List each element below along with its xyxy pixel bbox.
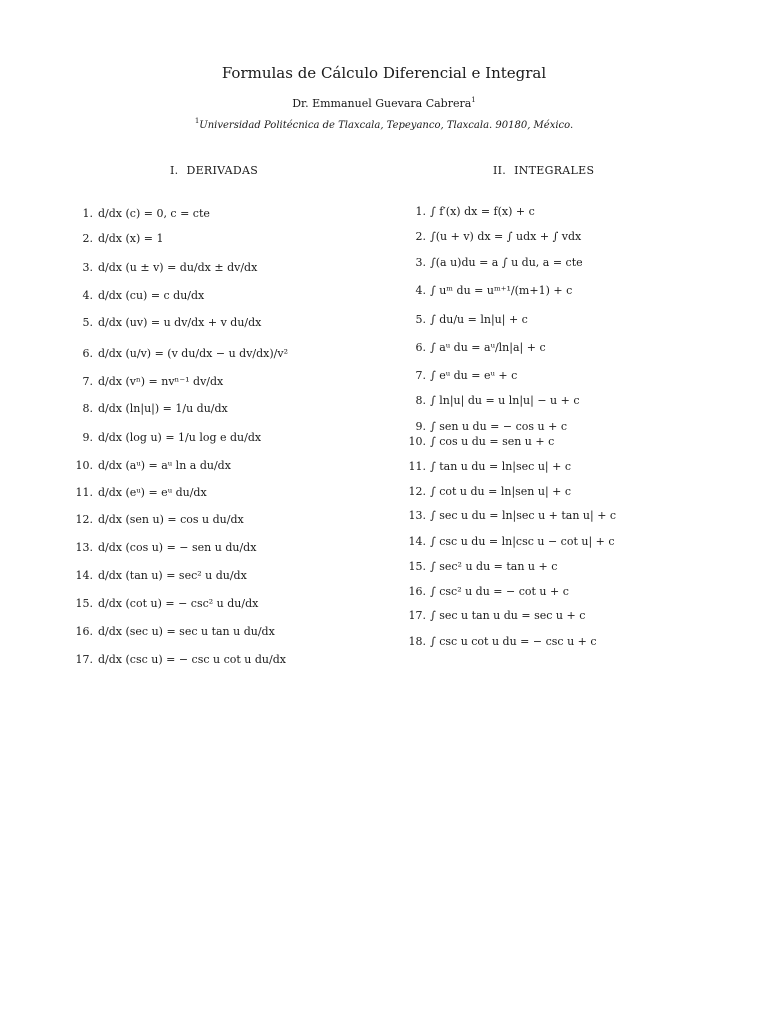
formula-expression: ∫ csc² u du = − cot u + c bbox=[430, 585, 569, 598]
formula-number: 17. bbox=[408, 609, 426, 622]
integral-formula-6 bbox=[415, 341, 546, 355]
affiliation-text: Universidad Politécnica de Tlaxcala, Tepeyanco, Tlaxcala. 90180, México. bbox=[199, 120, 574, 131]
formula-expression: d/dx (cu) = c du/dx bbox=[98, 289, 205, 302]
formula-number: 6. bbox=[82, 347, 93, 360]
integral-formula-10 bbox=[408, 435, 555, 449]
section-heading-derivadas bbox=[170, 164, 258, 177]
formula-expression: ∫ csc u du = ln|csc u − cot u| + c bbox=[430, 535, 615, 548]
derivative-formula-3 bbox=[82, 261, 258, 275]
formula-expression: d/dx (c) = 0, c = cte bbox=[98, 207, 210, 220]
formula-number: 15. bbox=[75, 597, 93, 610]
formula-expression: ∫(u + v) dx = ∫ udx + ∫ vdx bbox=[430, 230, 582, 243]
derivative-formula-2 bbox=[82, 232, 164, 246]
document-title: Formulas de Cálculo Diferencial e Integral bbox=[221, 64, 547, 82]
formula-expression: d/dx (sec u) = sec u tan u du/dx bbox=[98, 625, 275, 638]
formula-number: 10. bbox=[408, 435, 426, 448]
integral-formula-12 bbox=[408, 485, 572, 499]
formula-expression: d/dx (tan u) = sec² u du/dx bbox=[98, 569, 247, 582]
derivative-formula-10 bbox=[75, 459, 231, 473]
formula-number: 7. bbox=[415, 369, 426, 382]
integral-formula-1 bbox=[415, 205, 535, 219]
formula-expression: d/dx (vⁿ) = nvⁿ⁻¹ dv/dx bbox=[98, 375, 224, 388]
formula-number: 3. bbox=[82, 261, 93, 274]
formula-number: 12. bbox=[75, 513, 93, 526]
formula-number: 17. bbox=[75, 653, 93, 666]
formula-expression: d/dx (cos u) = − sen u du/dx bbox=[98, 541, 257, 554]
formula-expression: ∫ sec² u du = tan u + c bbox=[430, 560, 558, 573]
integral-formula-3 bbox=[415, 256, 583, 270]
formula-expression: ∫ cos u du = sen u + c bbox=[430, 435, 555, 448]
formula-expression: ∫ sec u tan u du = sec u + c bbox=[430, 609, 586, 622]
formula-expression: d/dx (uv) = u dv/dx + v du/dx bbox=[98, 316, 262, 329]
formula-expression: ∫ tan u du = ln|sec u| + c bbox=[430, 460, 571, 473]
formula-number: 8. bbox=[415, 394, 426, 407]
formula-expression: ∫ eᵘ du = eᵘ + c bbox=[430, 369, 518, 382]
formula-expression: d/dx (u/v) = (v du/dx − u dv/dx)/v² bbox=[98, 347, 288, 360]
derivative-formula-14 bbox=[75, 569, 247, 583]
formula-expression: ∫ csc u cot u du = − csc u + c bbox=[430, 635, 597, 648]
formula-number: 2. bbox=[82, 232, 93, 245]
formula-expression: d/dx (aᵘ) = aᵘ ln a du/dx bbox=[98, 459, 231, 472]
author-footnote-mark: 1 bbox=[471, 96, 476, 104]
formula-number: 11. bbox=[75, 486, 93, 499]
formula-expression: d/dx (ln|u|) = 1/u du/dx bbox=[98, 402, 228, 415]
formula-number: 8. bbox=[82, 402, 93, 415]
formula-number: 5. bbox=[415, 313, 426, 326]
formula-expression: ∫ sen u du = − cos u + c bbox=[430, 420, 567, 433]
derivative-formula-15 bbox=[75, 597, 259, 611]
author-line bbox=[0, 96, 768, 110]
integral-formula-2 bbox=[415, 230, 582, 244]
formula-number: 11. bbox=[408, 460, 426, 473]
formula-number: 9. bbox=[82, 431, 93, 444]
formula-number: 16. bbox=[75, 625, 93, 638]
formula-number: 7. bbox=[82, 375, 93, 388]
derivative-formula-7 bbox=[82, 375, 224, 389]
integral-formula-5 bbox=[415, 313, 528, 327]
derivative-formula-11 bbox=[75, 486, 207, 500]
formula-number: 5. bbox=[82, 316, 93, 329]
formula-expression: d/dx (x) = 1 bbox=[98, 232, 164, 245]
integral-formula-11 bbox=[408, 460, 571, 474]
formula-expression: d/dx (eᵘ) = eᵘ du/dx bbox=[98, 486, 207, 499]
affiliation-mark: 1 bbox=[194, 117, 200, 125]
formula-expression: d/dx (u ± v) = du/dx ± dv/dx bbox=[98, 261, 258, 274]
section-heading-integrales bbox=[493, 164, 594, 177]
integral-formula-7 bbox=[415, 369, 518, 383]
section-title: INTEGRALES bbox=[514, 164, 595, 177]
derivative-formula-16 bbox=[75, 625, 275, 639]
integral-formula-9 bbox=[415, 420, 567, 434]
integral-formula-13 bbox=[408, 509, 617, 523]
derivative-formula-5 bbox=[82, 316, 262, 330]
formula-expression: ∫(a u)du = a ∫ u du, a = cte bbox=[430, 256, 583, 269]
derivative-formula-4 bbox=[82, 289, 205, 303]
formula-number: 1. bbox=[82, 207, 93, 220]
formula-number: 4. bbox=[82, 289, 93, 302]
formula-number: 2. bbox=[415, 230, 426, 243]
derivative-formula-8 bbox=[82, 402, 228, 416]
formula-number: 15. bbox=[408, 560, 426, 573]
formula-number: 1. bbox=[415, 205, 426, 218]
formula-expression: ∫ cot u du = ln|sen u| + c bbox=[430, 485, 572, 498]
integral-formula-16 bbox=[408, 585, 569, 599]
derivative-formula-9 bbox=[82, 431, 262, 445]
formula-number: 12. bbox=[408, 485, 426, 498]
formula-expression: ∫ f′(x) dx = f(x) + c bbox=[430, 205, 535, 218]
formula-expression: d/dx (log u) = 1/u log e du/dx bbox=[98, 431, 262, 444]
formula-expression: ∫ du/u = ln|u| + c bbox=[430, 313, 528, 326]
formula-number: 4. bbox=[415, 284, 426, 297]
section-numeral: II. bbox=[493, 164, 507, 177]
formula-number: 16. bbox=[408, 585, 426, 598]
formula-expression: d/dx (sen u) = cos u du/dx bbox=[98, 513, 244, 526]
integral-formula-18 bbox=[408, 635, 597, 649]
formula-expression: ∫ ln|u| du = u ln|u| − u + c bbox=[430, 394, 580, 407]
formula-number: 14. bbox=[75, 569, 93, 582]
derivative-formula-17 bbox=[75, 653, 286, 667]
author-name: Dr. Emmanuel Guevara Cabrera bbox=[292, 97, 472, 110]
section-title: DERIVADAS bbox=[186, 164, 259, 177]
formula-number: 13. bbox=[408, 509, 426, 522]
integral-formula-14 bbox=[408, 535, 615, 549]
formula-number: 9. bbox=[415, 420, 426, 433]
integral-formula-15 bbox=[408, 560, 558, 574]
integral-formula-17 bbox=[408, 609, 586, 623]
formula-number: 3. bbox=[415, 256, 426, 269]
formula-number: 18. bbox=[408, 635, 426, 648]
formula-number: 14. bbox=[408, 535, 426, 548]
formula-number: 6. bbox=[415, 341, 426, 354]
formula-expression: ∫ aᵘ du = aᵘ/ln|a| + c bbox=[430, 341, 546, 354]
formula-expression: ∫ sec u du = ln|sec u + tan u| + c bbox=[430, 509, 617, 522]
integral-formula-8 bbox=[415, 394, 580, 408]
affiliation-line bbox=[0, 117, 768, 131]
formula-expression: d/dx (csc u) = − csc u cot u du/dx bbox=[98, 653, 286, 666]
formula-expression: ∫ uᵐ du = uᵐ⁺¹/(m+1) + c bbox=[430, 284, 573, 297]
derivative-formula-13 bbox=[75, 541, 257, 555]
formula-expression: d/dx (cot u) = − csc² u du/dx bbox=[98, 597, 259, 610]
integral-formula-4 bbox=[415, 284, 573, 298]
derivative-formula-12 bbox=[75, 513, 244, 527]
formula-number: 10. bbox=[75, 459, 93, 472]
derivative-formula-1 bbox=[82, 207, 210, 221]
formula-number: 13. bbox=[75, 541, 93, 554]
section-numeral: I. bbox=[170, 164, 179, 177]
derivative-formula-6 bbox=[82, 347, 288, 361]
